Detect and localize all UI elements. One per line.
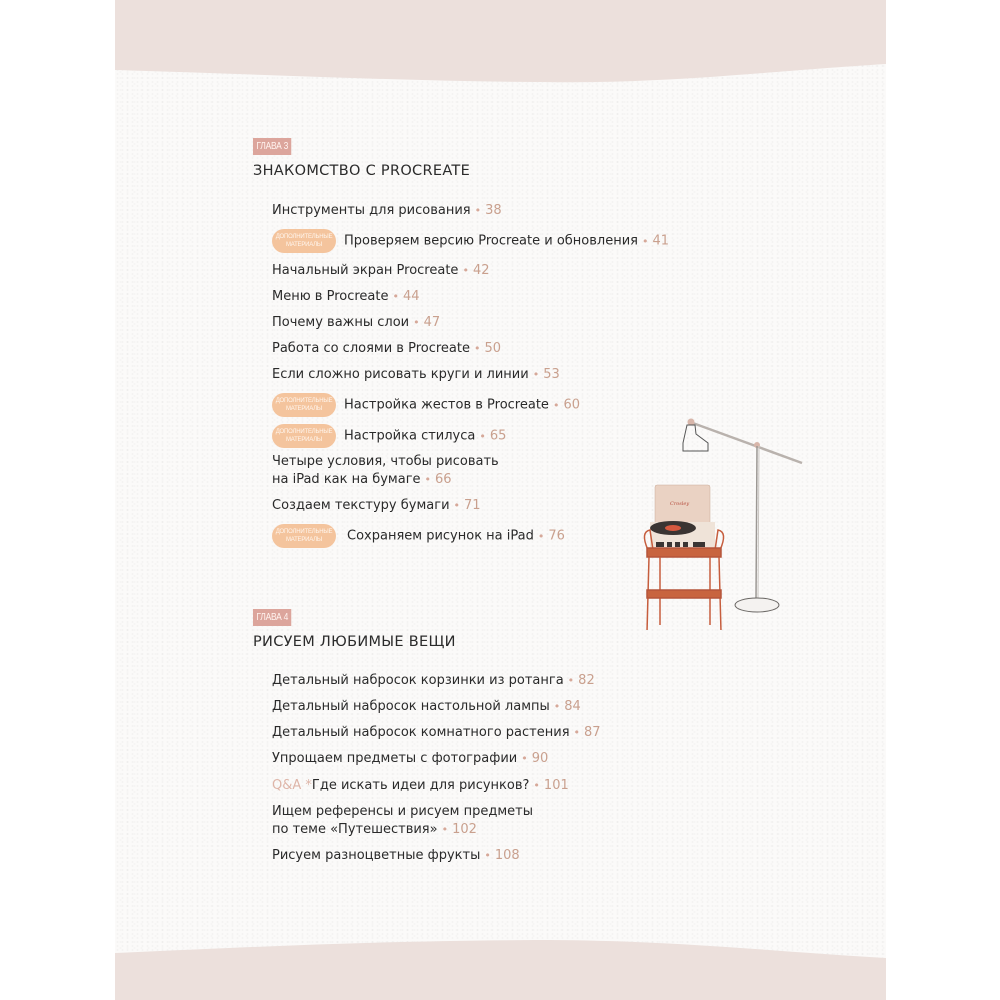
separator-dot: • <box>567 674 575 687</box>
toc-item-title: Меню в Procreate <box>272 289 389 304</box>
toc-item[interactable] <box>272 424 506 448</box>
page-number: 84 <box>564 699 581 714</box>
page-number: 87 <box>584 725 601 740</box>
toc-item-title: Детальный набросок корзинки из ротанга <box>272 673 564 688</box>
extra-materials-badge: ДОПОЛНИТЕЛЬНЫЕ МАТЕРИАЛЫ <box>272 524 336 548</box>
page-number: 50 <box>484 341 502 356</box>
toc-item[interactable] <box>272 340 501 358</box>
toc-item-title: Настройка жестов в Procreate <box>344 397 549 413</box>
separator-dot: • <box>573 726 581 739</box>
toc-item[interactable] <box>272 672 595 690</box>
separator-dot: • <box>533 779 540 792</box>
toc-item-title: Детальный набросок настольной лампы <box>272 699 550 714</box>
toc-item-title: Если сложно рисовать круги и линии <box>272 367 529 382</box>
page-number: 60 <box>563 397 580 413</box>
extra-materials-badge: ДОПОЛНИТЕЛЬНЫЕ МАТЕРИАЛЫ <box>272 393 336 417</box>
record-player-lamp-illustration <box>630 400 810 630</box>
toc-item-title: Упрощаем предметы с фотографии <box>272 751 518 766</box>
bottom-decorative-band <box>115 905 886 1000</box>
toc-item-title: Рисуем разноцветные фрукты <box>272 848 481 863</box>
page-number: 38 <box>485 203 502 218</box>
toc-item-title: Сохраняем рисунок на iPad <box>347 528 534 544</box>
page-number: 53 <box>543 367 560 382</box>
separator-dot: • <box>484 849 491 862</box>
page-number: 102 <box>452 822 477 837</box>
separator-dot: • <box>473 342 481 355</box>
extra-materials-badge: ДОПОЛНИТЕЛЬНЫЕ МАТЕРИАЛЫ <box>272 229 336 253</box>
toc-item[interactable] <box>272 288 420 306</box>
qa-prefix: Q&A * <box>272 778 312 793</box>
separator-dot: • <box>553 700 561 713</box>
toc-item-title: по теме «Путешествия» <box>272 822 438 837</box>
page-number: 65 <box>489 428 507 444</box>
page-number: 76 <box>548 528 565 544</box>
toc-item-title: Где искать идеи для рисунков? <box>311 778 530 793</box>
toc-item[interactable] <box>272 202 502 220</box>
toc-item-title: Настройка стилуса <box>344 428 476 444</box>
toc-item-title: Проверяем версию Procreate и обновления <box>344 233 638 249</box>
toc-item[interactable] <box>272 366 560 384</box>
page-number: 71 <box>464 498 481 513</box>
separator-dot: • <box>441 823 449 836</box>
toc-item[interactable] <box>272 803 533 839</box>
toc-item-title: Детальный набросок комнатного растения <box>272 725 570 740</box>
toc-item-title: Создаем текстуру бумаги <box>272 498 450 513</box>
toc-item[interactable] <box>272 750 548 768</box>
toc-item-title: на iPad как на бумаге <box>272 472 421 487</box>
page-number: 90 <box>531 751 549 766</box>
toc-item[interactable] <box>272 524 565 548</box>
toc-item[interactable] <box>272 698 581 716</box>
toc-item[interactable] <box>272 847 520 865</box>
toc-item[interactable] <box>272 453 499 489</box>
chapter-tag: ГЛАВА 4 <box>253 609 292 626</box>
page-number: 108 <box>494 848 520 863</box>
chapter-title: РИСУЕМ ЛЮБИМЫЕ ВЕЩИ <box>253 634 456 650</box>
separator-dot: • <box>521 752 528 765</box>
separator-dot: • <box>532 368 540 381</box>
top-decorative-band <box>115 0 886 90</box>
separator-dot: • <box>462 264 469 277</box>
separator-dot: • <box>474 204 482 217</box>
toc-item-title: Почему важны слои <box>272 315 410 330</box>
separator-dot: • <box>552 398 560 412</box>
page-number: 66 <box>435 472 452 487</box>
chapter-title: ЗНАКОМСТВО С PROCREATE <box>253 163 471 179</box>
toc-item[interactable] <box>272 393 580 417</box>
record-player-icon <box>650 485 715 553</box>
toc-item-title-line1: Ищем референсы и рисуем предметы <box>272 804 534 819</box>
toc-item-title: Начальный экран Procreate <box>272 263 459 278</box>
toc-item[interactable] <box>272 777 569 795</box>
separator-dot: • <box>413 316 420 329</box>
separator-dot: • <box>453 499 461 512</box>
toc-item-title: Работа со слоями в Procreate <box>272 341 470 356</box>
separator-dot: • <box>479 429 486 443</box>
separator-dot: • <box>424 473 432 486</box>
separator-dot: • <box>392 290 399 303</box>
toc-item[interactable] <box>272 724 601 742</box>
toc-item[interactable] <box>272 314 440 332</box>
page-number: 101 <box>543 778 569 793</box>
toc-item[interactable] <box>272 229 669 253</box>
svg-text:Crosley: Crosley <box>670 501 690 507</box>
page-number: 82 <box>578 673 595 688</box>
page-number: 47 <box>423 315 441 330</box>
separator-dot: • <box>537 529 545 543</box>
page-number: 42 <box>472 263 490 278</box>
toc-item[interactable] <box>272 497 481 515</box>
extra-materials-badge: ДОПОЛНИТЕЛЬНЫЕ МАТЕРИАЛЫ <box>272 424 336 448</box>
toc-item-title-line1: Четыре условия, чтобы рисовать <box>272 454 499 469</box>
separator-dot: • <box>642 234 649 248</box>
page-number: 44 <box>402 289 420 304</box>
chapter-tag: ГЛАВА 3 <box>253 138 292 155</box>
page-number: 41 <box>652 233 670 249</box>
toc-item-title: Инструменты для рисования <box>272 203 471 218</box>
toc-item[interactable] <box>272 262 489 280</box>
